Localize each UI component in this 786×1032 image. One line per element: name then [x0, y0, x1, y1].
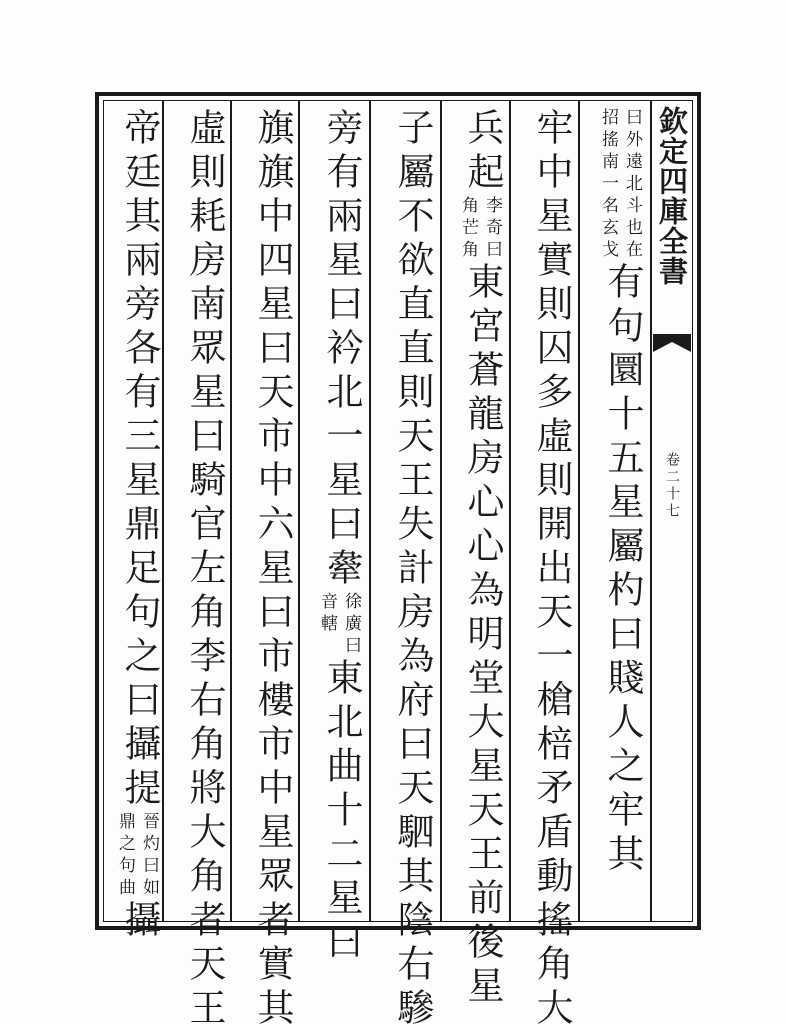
fish-tail-icon — [652, 332, 692, 356]
column-rule — [440, 100, 442, 922]
text-column-3 — [448, 108, 504, 1010]
text-column-5 — [307, 108, 363, 966]
text-column-2 — [517, 108, 573, 1032]
main-text: 兵起 — [461, 108, 504, 196]
text-column-7 — [170, 108, 226, 1032]
main-text: 攝 — [118, 900, 161, 944]
main-text: 東宮蒼龍房心心為明堂大星天王前後星 — [461, 262, 504, 1010]
column-rule — [578, 100, 580, 922]
main-text: 東北曲十二星曰 — [320, 658, 363, 966]
main-text: 牢中星實則囚多虛則開出天一槍棓矛盾動搖角大 — [530, 108, 573, 1032]
text-column-1 — [588, 108, 644, 918]
note-right: 徐廣曰 — [341, 592, 361, 658]
column-rule — [298, 100, 300, 922]
main-text: 旗旗中四星曰天市中六星曰市樓市中星眾者實其 — [251, 108, 294, 1032]
text-column-4 — [378, 108, 434, 1032]
book-title: 欽定四庫全書 — [655, 106, 689, 286]
column-rule — [369, 100, 371, 922]
column-rule — [230, 100, 232, 922]
annotation-note — [315, 592, 363, 658]
annotation-note — [596, 108, 644, 262]
note-right: 李奇曰 — [482, 196, 502, 262]
main-text: 虛則耗房南眾星曰騎官左角李右角將大角者天王 — [183, 108, 226, 1032]
note-right: 晉灼曰如 — [139, 812, 159, 900]
column-rule — [162, 100, 164, 922]
note-right: 曰外遠北斗也在 — [622, 108, 642, 262]
text-column-6 — [238, 108, 294, 1032]
text-column-8 — [105, 108, 161, 944]
note-left: 鼎之句曲 — [115, 812, 135, 900]
annotation-note — [113, 812, 161, 900]
note-left: 音轄 — [317, 592, 337, 636]
main-text: 子屬不欲直直則天王失計房為府曰天駟其陰右驂 — [391, 108, 434, 1032]
annotation-note — [456, 196, 504, 262]
main-text: 帝廷其兩旁各有三星鼎足句之曰攝提 — [118, 108, 161, 812]
note-left: 角芒角 — [458, 196, 478, 262]
main-text: 有句圜十五星屬杓曰賤人之牢其 — [601, 262, 644, 878]
volume-number: 卷二十七 — [664, 452, 680, 520]
margin-column — [650, 100, 693, 922]
note-left: 招搖南一名玄戈 — [598, 108, 618, 262]
main-text: 旁有兩星曰衿北一星曰舝 — [320, 108, 363, 592]
column-rule — [509, 100, 511, 922]
